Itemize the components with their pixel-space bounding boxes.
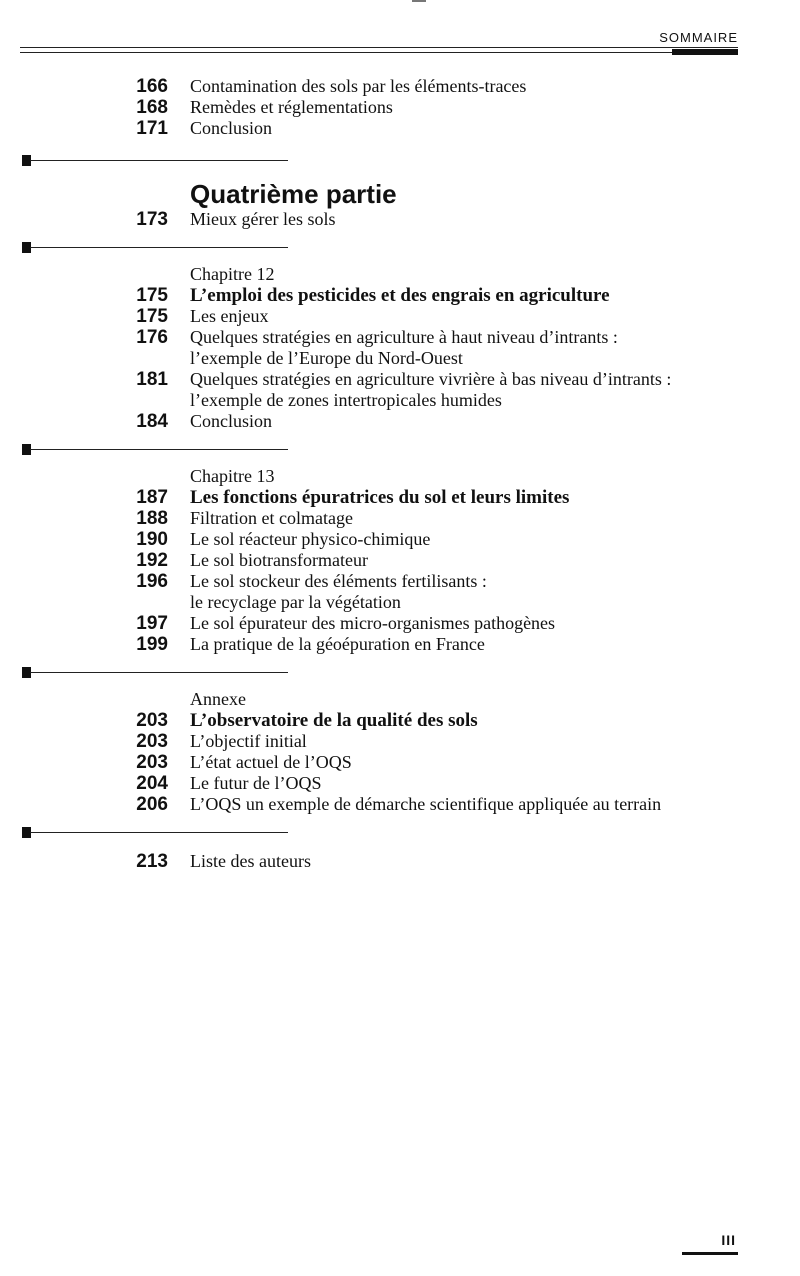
chapter-label: Annexe	[190, 689, 246, 709]
toc-entry-text: Le sol biotransformateur	[190, 550, 368, 570]
part-title: Quatrième partie	[190, 179, 397, 209]
toc-entry[interactable]	[0, 752, 800, 773]
toc-entry-text: Conclusion	[190, 118, 273, 138]
part-heading	[0, 179, 800, 209]
section-separator	[0, 234, 800, 254]
toc-entry-text: Filtration et colmatage	[190, 508, 353, 528]
toc-page-number: 173	[136, 209, 168, 230]
chapter-label: Chapitre 13	[190, 466, 275, 486]
toc-entry[interactable]	[0, 731, 800, 752]
toc-entry[interactable]	[0, 794, 800, 815]
toc-page-number: 175	[136, 306, 168, 327]
toc-entry-line: Le sol stockeur des éléments fertilisants :	[190, 571, 487, 591]
toc-page-number: 196	[136, 571, 168, 592]
toc-entry-text	[190, 571, 710, 613]
toc-entry[interactable]	[0, 76, 800, 97]
toc-page-number: 192	[136, 550, 168, 571]
toc-entry-text: Liste des auteurs	[190, 851, 311, 871]
part-subtitle: Mieux gérer les sols	[190, 209, 336, 229]
toc-page-number: 171	[136, 118, 168, 139]
toc-entry-text: L’objectif initial	[190, 731, 307, 751]
toc-entry[interactable]	[0, 369, 800, 411]
chapter-title-row[interactable]	[0, 285, 800, 306]
toc-entry-text: L’état actuel de l’OQS	[190, 752, 352, 772]
chapter-title: L’observatoire de la qualité des sols	[190, 710, 478, 731]
toc-entry[interactable]	[0, 306, 800, 327]
toc-entry[interactable]	[0, 613, 800, 634]
toc-entry[interactable]	[0, 634, 800, 655]
footer-accent-bar	[682, 1252, 738, 1255]
toc-entry[interactable]	[0, 529, 800, 550]
toc-entry-text: Contamination des sols par les éléments-traces	[190, 76, 527, 96]
toc-entry[interactable]	[0, 773, 800, 794]
toc-entry-text: Le futur de l’OQS	[190, 773, 322, 793]
section-separator	[0, 436, 800, 456]
toc-entry-line: le recyclage par la végétation	[190, 592, 401, 612]
top-edge-mark	[412, 0, 426, 2]
toc-page-number: 190	[136, 529, 168, 550]
chapter-label-row	[0, 466, 800, 487]
chapter-title-row[interactable]	[0, 487, 800, 508]
toc-entry[interactable]	[0, 209, 800, 230]
chapter-label-row	[0, 264, 800, 285]
toc-page-number: 197	[136, 613, 168, 634]
toc-entry-text: Le sol réacteur physico-chimique	[190, 529, 431, 549]
toc-entry[interactable]	[0, 411, 800, 432]
section-separator	[0, 147, 800, 167]
header-rule	[20, 52, 738, 53]
toc-page-number: 166	[136, 76, 168, 97]
toc-page-number: 175	[136, 285, 168, 306]
toc-entry-text	[190, 369, 710, 411]
toc-entry-text: Les enjeux	[190, 306, 269, 326]
toc-entry-line: l’exemple de l’Europe du Nord-Ouest	[190, 348, 463, 368]
chapter-label: Chapitre 12	[190, 264, 275, 284]
toc-page-number: 181	[136, 369, 168, 390]
toc-entry-line: Quelques stratégies en agriculture vivrière à bas niveau d’intrants :	[190, 369, 672, 389]
section-header-label: SOMMAIRE	[659, 30, 738, 45]
toc-entry[interactable]	[0, 118, 800, 139]
toc-entry[interactable]	[0, 571, 800, 613]
toc-entry-text: Remèdes et réglementations	[190, 97, 393, 117]
toc-entry-line: l’exemple de zones intertropicales humides	[190, 390, 502, 410]
toc-entry[interactable]	[0, 550, 800, 571]
chapter-title: Les fonctions épuratrices du sol et leurs limites	[190, 487, 570, 508]
table-of-contents	[0, 76, 800, 872]
header-accent-bar	[672, 49, 738, 55]
toc-entry[interactable]	[0, 327, 800, 369]
chapter-label-row	[0, 689, 800, 710]
section-separator	[0, 659, 800, 679]
toc-page-number: 188	[136, 508, 168, 529]
toc-page-number: 187	[136, 487, 168, 508]
section-separator	[0, 819, 800, 839]
toc-entry[interactable]	[0, 508, 800, 529]
toc-entry-text	[190, 327, 710, 369]
toc-page-number: 203	[136, 731, 168, 752]
toc-entry[interactable]	[0, 851, 800, 872]
toc-entry-text: Le sol épurateur des micro-organismes pathogènes	[190, 613, 556, 633]
toc-entry[interactable]	[0, 97, 800, 118]
chapter-title: L’emploi des pesticides et des engrais en agriculture	[190, 285, 610, 306]
chapter-title-row[interactable]	[0, 710, 800, 731]
toc-page-number: 199	[136, 634, 168, 655]
toc-entry-line: Quelques stratégies en agriculture à haut niveau d’intrants :	[190, 327, 618, 347]
toc-entry-text: Conclusion	[190, 411, 273, 431]
toc-page-number: 203	[136, 752, 168, 773]
toc-entry-text: La pratique de la géoépuration en France	[190, 634, 485, 654]
toc-page-number: 168	[136, 97, 168, 118]
toc-page-number: 176	[136, 327, 168, 348]
toc-page-number: 203	[136, 710, 168, 731]
toc-page-number: 213	[136, 851, 168, 872]
toc-page-number: 184	[136, 411, 168, 432]
toc-page-number: 204	[136, 773, 168, 794]
toc-page-number: 206	[136, 794, 168, 815]
page-number: III	[721, 1232, 736, 1248]
header-rule	[20, 47, 738, 48]
toc-entry-text: L’OQS un exemple de démarche scientifique appliquée au terrain	[190, 794, 662, 814]
